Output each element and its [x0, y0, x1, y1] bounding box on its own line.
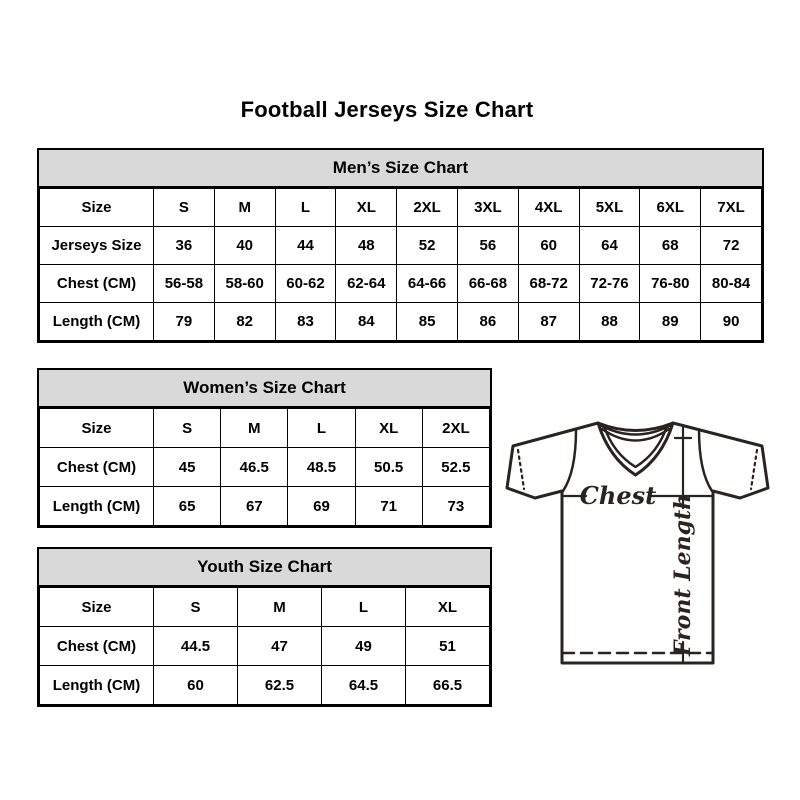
value-cell: 65 — [154, 487, 221, 526]
value-cell: 82 — [214, 303, 275, 341]
value-cell: 67 — [221, 487, 288, 526]
value-cell: 76-80 — [640, 265, 701, 303]
value-cell: 85 — [397, 303, 458, 341]
value-cell: M — [238, 588, 322, 627]
value-cell: 47 — [238, 627, 322, 666]
value-cell: 49 — [322, 627, 406, 666]
row-label-cell: Length (CM) — [40, 666, 154, 705]
row-label-cell: Size — [40, 588, 154, 627]
value-cell: 60-62 — [275, 265, 336, 303]
row-label-cell: Size — [40, 409, 154, 448]
value-cell: 48 — [336, 227, 397, 265]
value-cell: 89 — [640, 303, 701, 341]
value-cell: 72 — [701, 227, 762, 265]
value-cell: 64-66 — [397, 265, 458, 303]
value-cell: XL — [336, 189, 397, 227]
table-row — [40, 588, 490, 627]
table-row — [40, 189, 762, 227]
value-cell: S — [154, 588, 238, 627]
value-cell: S — [154, 189, 215, 227]
value-cell: 6XL — [640, 189, 701, 227]
value-cell: M — [214, 189, 275, 227]
row-label-cell: Chest (CM) — [40, 448, 154, 487]
row-label-cell: Length (CM) — [40, 303, 154, 341]
value-cell: 83 — [275, 303, 336, 341]
value-cell: 68-72 — [518, 265, 579, 303]
value-cell: L — [288, 409, 355, 448]
value-cell: 66.5 — [406, 666, 490, 705]
value-cell: 87 — [518, 303, 579, 341]
value-cell: 56 — [457, 227, 518, 265]
value-cell: 2XL — [397, 189, 458, 227]
value-cell: 66-68 — [457, 265, 518, 303]
table-row — [40, 627, 490, 666]
row-label-cell: Size — [40, 189, 154, 227]
value-cell: XL — [355, 409, 422, 448]
value-cell: 69 — [288, 487, 355, 526]
page-title: Football Jerseys Size Chart — [240, 97, 534, 122]
youth-size-table — [39, 587, 490, 705]
value-cell: 62-64 — [336, 265, 397, 303]
value-cell: 73 — [422, 487, 489, 526]
value-cell: 88 — [579, 303, 640, 341]
front-length-label: Front Length — [670, 493, 696, 657]
value-cell: L — [322, 588, 406, 627]
value-cell: 56-58 — [154, 265, 215, 303]
value-cell: 44.5 — [154, 627, 238, 666]
value-cell: 46.5 — [221, 448, 288, 487]
value-cell: 68 — [640, 227, 701, 265]
table-row — [40, 666, 490, 705]
womens-size-chart-section — [37, 368, 492, 528]
value-cell: S — [154, 409, 221, 448]
value-cell: 5XL — [579, 189, 640, 227]
value-cell: 40 — [214, 227, 275, 265]
value-cell: 45 — [154, 448, 221, 487]
value-cell: 80-84 — [701, 265, 762, 303]
value-cell: 71 — [355, 487, 422, 526]
mens-table-title: Men’s Size Chart — [39, 150, 762, 188]
table-row — [40, 303, 762, 341]
row-label-cell: Chest (CM) — [40, 265, 154, 303]
table-row — [40, 409, 490, 448]
value-cell: 60 — [518, 227, 579, 265]
value-cell: 2XL — [422, 409, 489, 448]
value-cell: XL — [406, 588, 490, 627]
value-cell: 50.5 — [355, 448, 422, 487]
value-cell: 3XL — [457, 189, 518, 227]
value-cell: 44 — [275, 227, 336, 265]
value-cell: 64.5 — [322, 666, 406, 705]
table-row — [40, 227, 762, 265]
value-cell: 86 — [457, 303, 518, 341]
value-cell: L — [275, 189, 336, 227]
table-row — [40, 265, 762, 303]
table-row — [40, 448, 490, 487]
value-cell: 58-60 — [214, 265, 275, 303]
value-cell: 36 — [154, 227, 215, 265]
value-cell: 4XL — [518, 189, 579, 227]
value-cell: M — [221, 409, 288, 448]
womens-table-title: Women’s Size Chart — [39, 370, 490, 408]
value-cell: 52.5 — [422, 448, 489, 487]
row-label-cell: Length (CM) — [40, 487, 154, 526]
youth-size-chart-section — [37, 547, 492, 707]
value-cell: 79 — [154, 303, 215, 341]
row-label-cell: Jerseys Size — [40, 227, 154, 265]
value-cell: 51 — [406, 627, 490, 666]
value-cell: 52 — [397, 227, 458, 265]
mens-size-chart-section — [37, 148, 764, 343]
womens-size-table — [39, 408, 490, 526]
value-cell: 48.5 — [288, 448, 355, 487]
value-cell: 72-76 — [579, 265, 640, 303]
mens-size-table — [39, 188, 762, 341]
value-cell: 62.5 — [238, 666, 322, 705]
table-row — [40, 487, 490, 526]
jersey-outline-shape — [507, 423, 768, 663]
youth-table-title: Youth Size Chart — [39, 549, 490, 587]
chest-label: Chest — [579, 481, 657, 510]
row-label-cell: Chest (CM) — [40, 627, 154, 666]
value-cell: 60 — [154, 666, 238, 705]
value-cell: 90 — [701, 303, 762, 341]
value-cell: 84 — [336, 303, 397, 341]
jersey-measurement-diagram — [505, 400, 780, 675]
value-cell: 64 — [579, 227, 640, 265]
value-cell: 7XL — [701, 189, 762, 227]
